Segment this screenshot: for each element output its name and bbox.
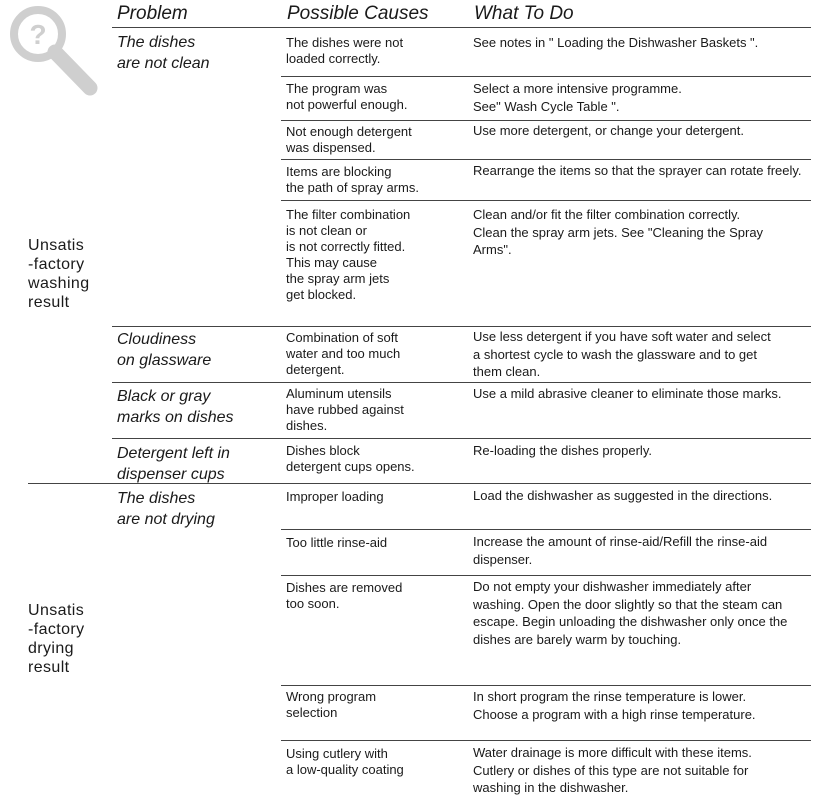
cause-text: Dishes block detergent cups opens. <box>286 443 415 474</box>
problem-detergent-left: Detergent left in dispenser cups <box>117 445 230 483</box>
cause-text: Too little rinse-aid <box>286 535 388 550</box>
row-divider <box>281 120 811 121</box>
problem-black-marks: Black or gray marks on dishes <box>117 388 234 426</box>
header-what-to-do: What To Do <box>474 3 574 24</box>
header-possible-causes: Possible Causes <box>287 3 429 24</box>
problem-not-drying: The dishes are not drying <box>117 490 215 528</box>
cause-text: Wrong program selection <box>286 689 377 720</box>
todo-text: In short program the rinse temperature is lower. Choose a program with a high rinse temperature. <box>473 689 756 722</box>
header-rule <box>112 27 811 28</box>
row-divider <box>281 76 811 77</box>
row-divider <box>281 740 811 741</box>
todo-text: Water drainage is more difficult with these items. Cutlery or dishes of this type are not suitable for washing in the dishwasher. <box>473 745 752 795</box>
todo-text: Do not empty your dishwasher immediately after washing. Open the door slightly so that the steam can escape. Begin unloading the dishwasher only once the dishes are barely warm by touching. <box>473 579 788 647</box>
cause-text: Using cutlery with a low-quality coating <box>286 746 404 777</box>
todo-text: Use more detergent, or change your detergent. <box>473 123 744 138</box>
cause-text: Not enough detergent was dispensed. <box>286 124 412 155</box>
cause-text: Dishes are removed too soon. <box>286 580 403 611</box>
problem-divider <box>112 382 811 383</box>
todo-text: See notes in " Loading the Dishwasher Baskets ". <box>473 35 759 50</box>
cause-text: Improper loading <box>286 489 384 504</box>
todo-text: Clean and/or fit the filter combination correctly. Clean the spray arm jets. See "Cleaning the Spray Arms". <box>473 207 764 257</box>
problem-divider <box>112 438 811 439</box>
problem-divider <box>112 326 811 327</box>
todo-text: Rearrange the items so that the sprayer can rotate freely. <box>473 163 802 178</box>
cause-text: Combination of soft water and too much detergent. <box>286 330 401 377</box>
question-mark-glyph: ? <box>29 19 47 50</box>
header-problem: Problem <box>117 3 188 24</box>
cause-text: The dishes were not loaded correctly. <box>286 35 404 66</box>
todo-text: Load the dishwasher as suggested in the directions. <box>473 488 773 503</box>
todo-text: Increase the amount of rinse-aid/Refill the rinse-aid dispenser. <box>473 534 768 567</box>
problem-cloudiness: Cloudiness on glassware <box>117 331 212 369</box>
magnifier-question-icon <box>4 2 100 98</box>
todo-text: Use a mild abrasive cleaner to eliminate those marks. <box>473 386 782 401</box>
todo-text: Re-loading the dishes properly. <box>473 443 652 458</box>
problem-not-clean: The dishes are not clean <box>117 34 210 72</box>
row-divider <box>281 575 811 576</box>
row-divider <box>281 200 811 201</box>
row-divider <box>281 159 811 160</box>
cause-text: Aluminum utensils have rubbed against dishes. <box>286 386 404 433</box>
todo-text: Use less detergent if you have soft water and select a shortest cycle to wash the glassware and to get them clean. <box>473 329 771 379</box>
category-drying: Unsatis -factory drying result <box>28 602 85 676</box>
row-divider <box>281 685 811 686</box>
todo-text: Select a more intensive programme. See" Wash Cycle Table ". <box>473 81 682 114</box>
cause-text: The program was not powerful enough. <box>286 81 408 112</box>
category-washing: Unsatis -factory washing result <box>28 237 90 311</box>
row-divider <box>281 529 811 530</box>
cause-text: Items are blocking the path of spray arms. <box>286 164 419 195</box>
cause-text: The filter combination is not clean or is not correctly fitted. This may cause the spray arm jets get blocked. <box>286 207 411 302</box>
